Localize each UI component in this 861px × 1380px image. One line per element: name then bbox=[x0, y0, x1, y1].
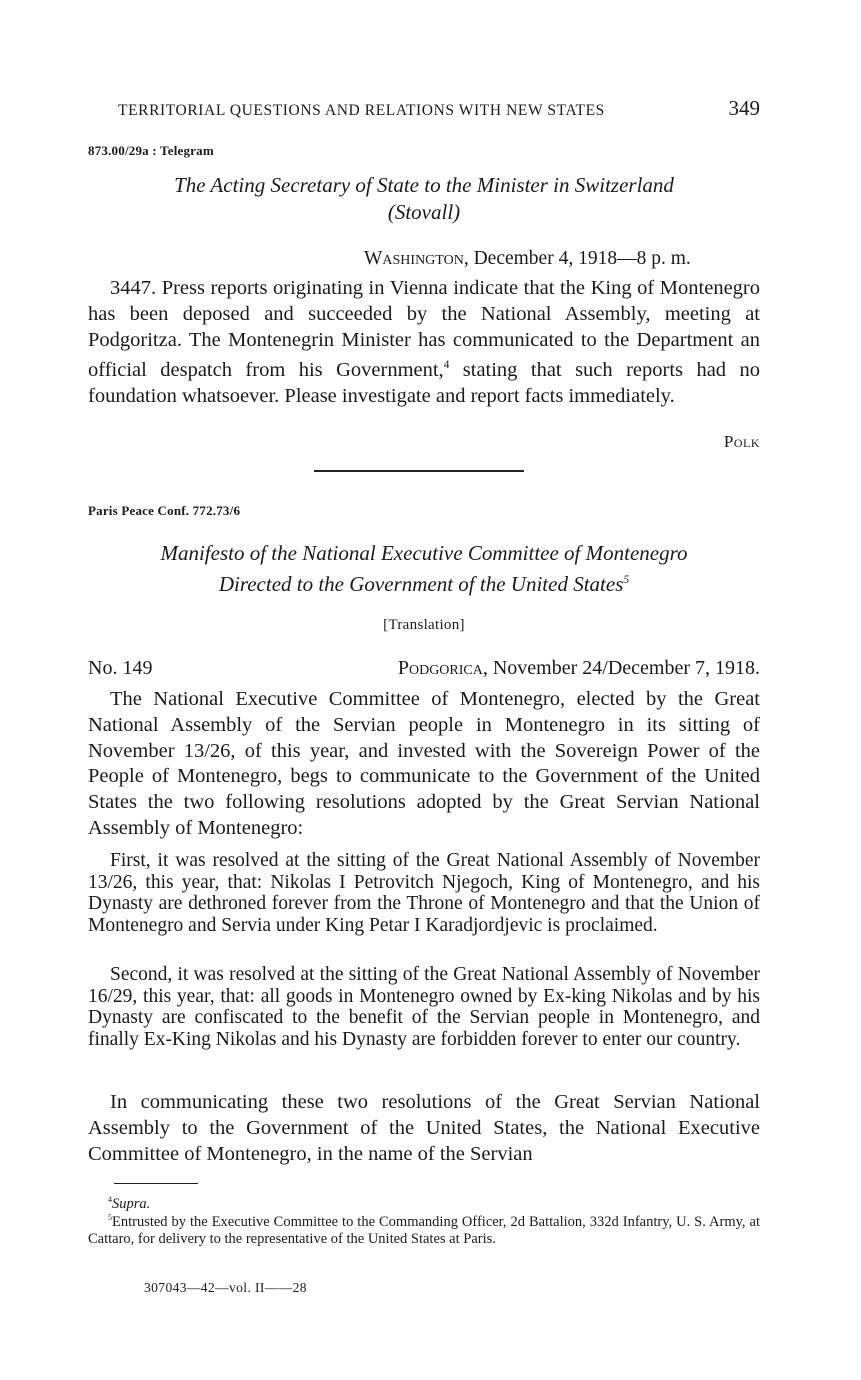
dateline-place: Washington, bbox=[364, 248, 469, 269]
footnote-marker: 4 bbox=[443, 359, 450, 372]
file-reference: Paris Peace Conf. 772.73/6 bbox=[88, 503, 241, 518]
footnote-marker: 5 bbox=[623, 574, 630, 586]
document-number: No. 149 bbox=[88, 657, 153, 679]
title-line: Manifesto of the National Executive Committee of Montenegro bbox=[160, 541, 688, 565]
document-title bbox=[88, 540, 760, 598]
manifesto-paragraph: The National Executive Committee of Montenegro, elected by the Great National Assembly of the Servian people in Montenegro in its sitting of November 13/26, of this year, and invested with the Sovereign Power of the People of Montenegro, begs to communicate to the Government of the United States the two following resolutions adopted by the Great Servian National Assembly of Montenegro: bbox=[88, 688, 760, 839]
page-number: 349 bbox=[728, 96, 760, 120]
telegram-text: 3447. Press reports originating in Vienna indicate that the King of Montenegro has been deposed and succeeded by the National Assembly, meeting at Podgoritza. The Montenegrin Minister has communicated to the Department an official despatch from his Government, bbox=[88, 277, 760, 382]
file-reference: 873.00/29a : Telegram bbox=[88, 143, 214, 158]
running-head-title: TERRITORIAL QUESTIONS AND RELATIONS WITH NEW STATES bbox=[118, 102, 605, 119]
resolution-paragraph: Second, it was resolved at the sitting of the Great National Assembly of November 16/29, this year, that: all goods in Montenegro owned by Ex-king Nikolas and by his Dynasty are confiscated to the benefit of the Servian people in Montenegro, and finally Ex-King Nikolas and his Dynasty are forbidden forever to enter our country. bbox=[88, 964, 760, 1050]
resolution-paragraph: First, it was resolved at the sitting of the Great National Assembly of November 13/26, this year, that: Nikolas I Petrovitch Njegoch, King of Montenegro, and his Dynasty are dethroned forever from the Throne of Montenegro and that the Union of Montenegro and Servia under King Petar I Karadjordjevic is proclaimed. bbox=[88, 850, 760, 936]
document-title bbox=[88, 172, 760, 226]
title-line: (Stovall) bbox=[387, 200, 461, 224]
section-divider bbox=[314, 470, 524, 472]
footnote-rule bbox=[114, 1183, 198, 1184]
footnote-marker: 4 bbox=[108, 1195, 112, 1204]
title-line: The Acting Secretary of State to the Minister in Switzerland bbox=[174, 173, 674, 197]
telegram-text: stating that such reports had no foundation whatsoever. Please investigate and report facts immediately. bbox=[88, 359, 760, 408]
dateline: Podgorica, November 24/December 7, 1918. bbox=[397, 657, 760, 679]
signature: Polk bbox=[723, 432, 760, 451]
dateline-date: December 4, 1918—8 p. m. bbox=[468, 248, 691, 269]
title-line: Directed to the Government of the United States$^5$ bbox=[218, 572, 630, 596]
dateline bbox=[364, 248, 691, 270]
footnote: $^5$Entrusted by the Executive Committee to the Commanding Officer, 2d Battalion, 332d Infantry, U. S. Army, at Cattaro, for delivery to the representative of the United States at Paris. bbox=[88, 1213, 760, 1247]
running-head bbox=[118, 96, 760, 121]
number-dateline-row bbox=[88, 657, 760, 680]
footnote: $^4$Supra. bbox=[108, 1195, 151, 1212]
translation-label: [Translation] bbox=[383, 617, 465, 633]
telegram-body bbox=[88, 276, 760, 410]
manifesto-paragraph: In communicating these two resolutions of the Great Servian National Assembly to the Government of the United States, the National Executive Committee of Montenegro, in the name of the Servian bbox=[88, 1091, 760, 1165]
footnote-marker: 5 bbox=[108, 1213, 112, 1222]
printer-line: 307043—42—vol. II——28 bbox=[144, 1280, 307, 1295]
